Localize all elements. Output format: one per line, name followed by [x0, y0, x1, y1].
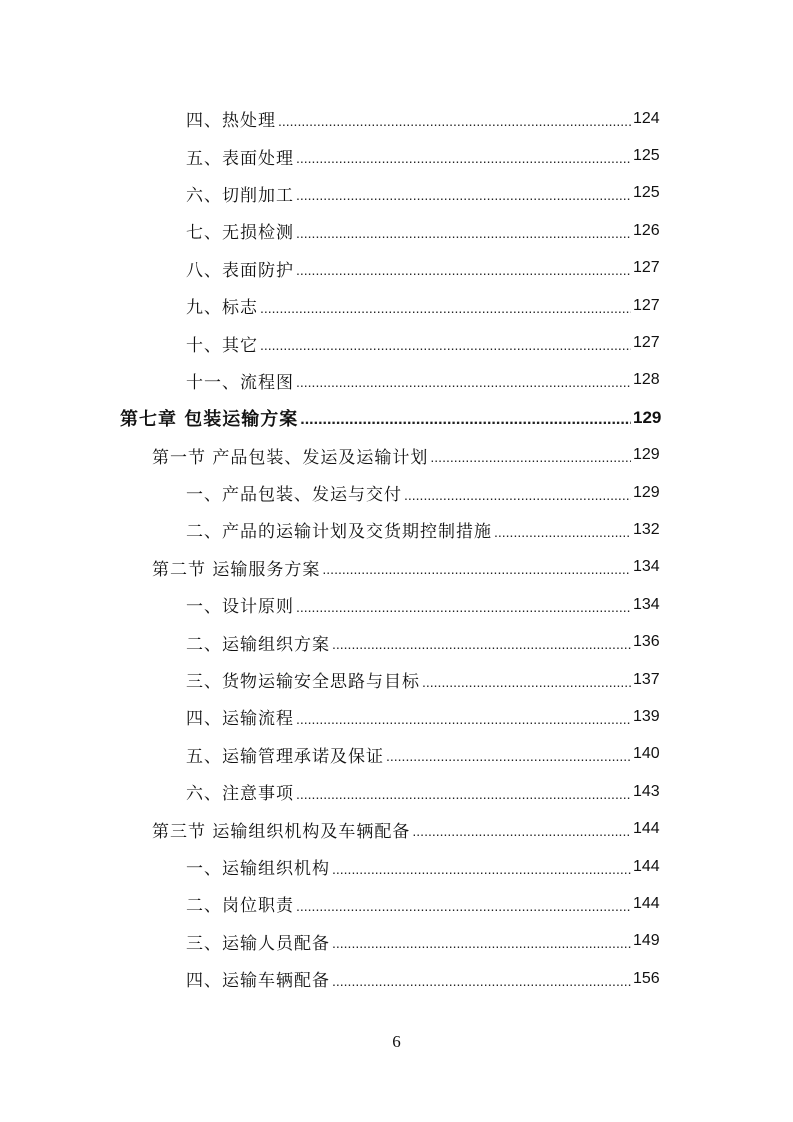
- toc-entry-item[interactable]: [0, 848, 793, 885]
- dot-leader: [296, 599, 631, 615]
- toc-entry-page: 127: [633, 334, 660, 352]
- dot-leader: [296, 150, 631, 166]
- dot-leader: [300, 411, 631, 429]
- dot-leader: [322, 561, 631, 577]
- toc-entry-page: 129: [633, 446, 660, 464]
- dot-leader: [386, 748, 631, 764]
- toc-entry-page: 124: [633, 109, 660, 127]
- toc-entry-page: 144: [633, 857, 660, 875]
- dot-leader: [332, 636, 631, 652]
- toc-entry-title: 一、设计原则: [186, 597, 294, 618]
- toc-entry-item[interactable]: [0, 511, 793, 548]
- toc-entry-title: 四、运输流程: [186, 709, 294, 730]
- toc-entry-item[interactable]: [0, 773, 793, 810]
- toc-entry-page: 139: [633, 707, 660, 725]
- toc-entry-page: 129: [633, 407, 662, 427]
- dot-leader: [430, 449, 631, 465]
- toc-entry-item[interactable]: [0, 250, 793, 287]
- toc-entry-item[interactable]: [0, 586, 793, 623]
- toc-entry-title: 六、切削加工: [186, 185, 294, 206]
- dot-leader: [296, 898, 631, 914]
- dot-leader: [296, 225, 631, 241]
- toc-entry-page: 143: [633, 782, 660, 800]
- toc-entry-page: 132: [633, 520, 660, 538]
- toc-entry-item[interactable]: [0, 698, 793, 735]
- toc-entry-title: 三、货物运输安全思路与目标: [186, 672, 420, 693]
- toc-entry-chapter[interactable]: [0, 399, 793, 436]
- toc-entry-title: 十、其它: [186, 335, 258, 356]
- toc-entry-page: 129: [633, 483, 660, 501]
- dot-leader: [296, 786, 631, 802]
- toc-entry-title: 十一、流程图: [186, 372, 294, 393]
- toc-entry-page: 125: [633, 184, 660, 202]
- toc-entry-title: 五、表面处理: [186, 148, 294, 169]
- toc-entry-item[interactable]: [0, 100, 793, 137]
- toc-entry-item[interactable]: [0, 362, 793, 399]
- toc-entry-title: 第三节 运输组织机构及车辆配备: [152, 821, 411, 842]
- toc-entry-page: 134: [633, 595, 660, 613]
- toc-entry-title: 六、注意事项: [186, 784, 294, 805]
- toc-entry-item[interactable]: [0, 885, 793, 922]
- toc-entry-title: 四、热处理: [186, 111, 276, 132]
- page-number: 6: [392, 1032, 401, 1051]
- toc-entry-page: 125: [633, 147, 660, 165]
- dot-leader: [278, 113, 631, 129]
- toc-entry-title: 五、运输管理承诺及保证: [186, 746, 384, 767]
- toc-entry-title: 第七章 包装运输方案: [120, 408, 299, 430]
- toc-entry-section[interactable]: [0, 810, 793, 847]
- toc-entry-title: 八、表面防护: [186, 260, 294, 281]
- toc-entry-page: 127: [633, 259, 660, 277]
- dot-leader: [404, 487, 631, 503]
- toc-entry-item[interactable]: [0, 960, 793, 997]
- dot-leader: [296, 374, 631, 390]
- dot-leader: [260, 337, 631, 353]
- toc-entry-title: 三、运输人员配备: [186, 933, 330, 954]
- toc-entry-title: 七、无损检测: [186, 223, 294, 244]
- toc-entry-item[interactable]: [0, 137, 793, 174]
- table-of-contents: [0, 100, 793, 997]
- dot-leader: [332, 861, 631, 877]
- toc-entry-title: 一、产品包装、发运与交付: [186, 485, 402, 506]
- toc-entry-page: 144: [633, 894, 660, 912]
- dot-leader: [422, 674, 631, 690]
- toc-entry-title: 第一节 产品包装、发运及运输计划: [152, 447, 429, 468]
- toc-entry-item[interactable]: [0, 923, 793, 960]
- toc-entry-page: 140: [633, 745, 660, 763]
- dot-leader: [296, 262, 631, 278]
- toc-entry-item[interactable]: [0, 736, 793, 773]
- dot-leader: [296, 711, 631, 727]
- dot-leader: [260, 300, 631, 316]
- toc-entry-page: 156: [633, 969, 660, 987]
- toc-entry-item[interactable]: [0, 661, 793, 698]
- dot-leader: [296, 187, 631, 203]
- toc-entry-section[interactable]: [0, 549, 793, 586]
- toc-entry-page: 149: [633, 932, 660, 950]
- toc-entry-title: 第二节 运输服务方案: [152, 559, 321, 580]
- dot-leader: [332, 973, 631, 989]
- toc-entry-page: 128: [633, 371, 660, 389]
- toc-entry-title: 二、产品的运输计划及交货期控制措施: [186, 522, 492, 543]
- toc-entry-item[interactable]: [0, 324, 793, 361]
- toc-entry-title: 四、运输车辆配备: [186, 971, 330, 992]
- toc-entry-title: 九、标志: [186, 298, 258, 319]
- toc-entry-item[interactable]: [0, 287, 793, 324]
- toc-entry-page: 137: [633, 670, 660, 688]
- toc-entry-page: 126: [633, 221, 660, 239]
- toc-entry-page: 144: [633, 820, 660, 838]
- toc-entry-title: 一、运输组织机构: [186, 859, 330, 879]
- toc-entry-page: 134: [633, 558, 660, 576]
- dot-leader: [494, 524, 631, 540]
- dot-leader: [412, 823, 631, 839]
- toc-entry-item[interactable]: [0, 623, 793, 660]
- toc-entry-section[interactable]: [0, 437, 793, 474]
- toc-entry-item[interactable]: [0, 212, 793, 249]
- toc-entry-item[interactable]: [0, 175, 793, 212]
- toc-entry-title: 二、运输组织方案: [186, 634, 330, 655]
- toc-entry-title: 二、岗位职责: [186, 896, 294, 917]
- toc-entry-page: 136: [633, 633, 660, 651]
- toc-entry-item[interactable]: [0, 474, 793, 511]
- dot-leader: [332, 935, 631, 951]
- toc-entry-page: 127: [633, 296, 660, 314]
